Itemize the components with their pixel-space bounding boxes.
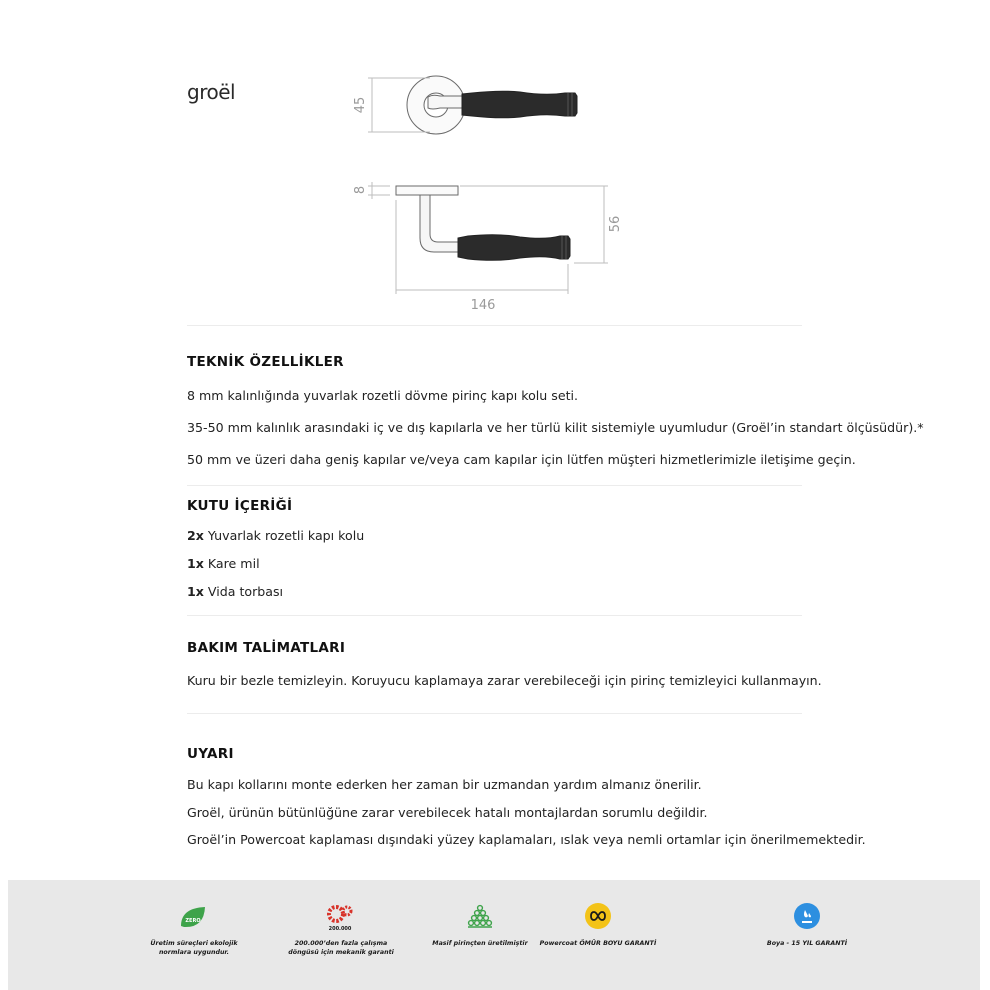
dimension-146-label: 146 <box>470 298 496 313</box>
leaf-icon-text: ZERO <box>185 918 201 924</box>
box-item <box>187 556 260 571</box>
side-view <box>396 186 570 260</box>
box-title: KUTU İÇERİĞİ <box>187 498 293 514</box>
divider <box>187 325 802 326</box>
specs-line: 35-50 mm kalınlık arasındaki iç ve dış kapılarla ve her türlü kilit sistemiyle uyumludur (Groël’in standart ölçüsüdür).* <box>187 420 924 435</box>
box-item <box>187 528 364 543</box>
box-item-text: Kare mil <box>203 556 260 571</box>
badge-caption: 200.000’den fazla çalışma döngüsü için mekanik garanti <box>288 940 394 956</box>
box-item-qty: 2x <box>187 528 204 543</box>
box-item-text: Vida torbası <box>203 584 284 599</box>
warning-title: UYARI <box>187 746 234 762</box>
box-item <box>187 584 283 599</box>
care-text: Kuru bir bezle temizleyin. Koruyucu kaplamaya zarar verebileceği için pirinç temizleyici kullanmayın. <box>187 673 822 688</box>
dimension-45-label: 45 <box>353 96 368 114</box>
specs-line: 8 mm kalınlığında yuvarlak rozetli dövme pirinç kapı kolu seti. <box>187 388 579 403</box>
box-section <box>187 498 947 599</box>
care-title: BAKIM TALİMATLARI <box>187 640 346 656</box>
brass-stack-icon <box>465 902 495 932</box>
badge-caption: Masif pirinçten üretilmiştir <box>432 940 528 947</box>
warning-line: Bu kapı kollarını monte ederken her zaman bir uzmandan yardım almanız önerilir. <box>187 777 702 792</box>
technical-drawing <box>0 0 990 330</box>
paint-drop-icon <box>792 902 822 932</box>
warning-line: Groël’in Powercoat kaplaması dışındaki yüzey kaplamaları, ıslak veya nemli ortamlar için önerilmemektedir. <box>187 832 866 847</box>
infinity-icon <box>583 902 613 932</box>
divider <box>187 485 802 486</box>
top-view <box>407 76 577 134</box>
box-item-text: Yuvarlak rozetli kapı kolu <box>203 528 365 543</box>
divider <box>187 615 802 616</box>
feature-badges <box>8 880 980 990</box>
dimension-8 <box>368 182 390 199</box>
warning-section <box>187 746 947 847</box>
box-item-qty: 1x <box>187 556 204 571</box>
specs-section <box>187 354 947 467</box>
dimension-56-label: 56 <box>608 215 623 233</box>
warning-line: Groël, ürünün bütünlüğüne zarar verebilecek hatalı montajlardan sorumlu değildir. <box>187 805 708 820</box>
box-item-qty: 1x <box>187 584 204 599</box>
badge-caption: Powercoat ÖMÜR BOYU GARANTİ <box>539 940 657 947</box>
dimension-8-label: 8 <box>353 185 368 195</box>
care-section <box>187 640 947 688</box>
specs-title: TEKNİK ÖZELLİKLER <box>187 354 344 370</box>
gears-icon-text: 200.000 <box>328 926 352 932</box>
leaf-icon <box>178 902 208 932</box>
specs-line: 50 mm ve üzeri daha geniş kapılar ve/veya cam kapılar için lütfen müşteri hizmetlerimizle iletişime geçin. <box>187 452 856 467</box>
divider <box>187 713 802 714</box>
gears-icon <box>325 902 355 932</box>
badge-caption: Boya - 15 YIL GARANTİ <box>766 940 848 947</box>
badge-caption: Üretim süreçleri ekolojik normlara uygundur. <box>150 940 238 956</box>
brand-logo: groël <box>187 80 236 104</box>
